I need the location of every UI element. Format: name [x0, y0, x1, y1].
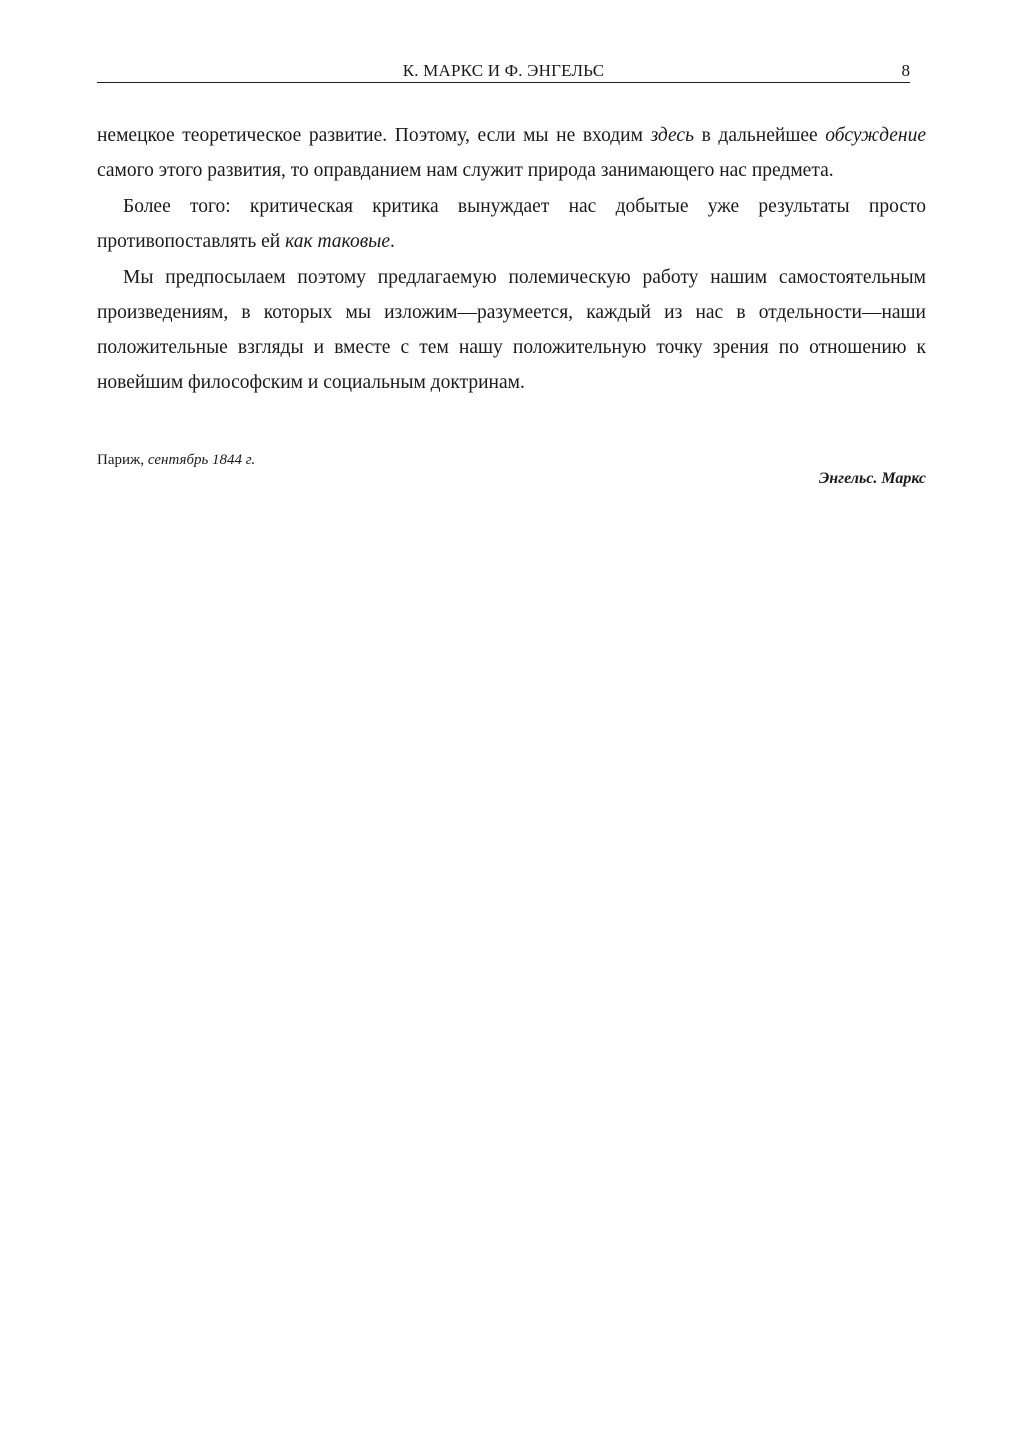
dateline-place: Париж, — [97, 452, 148, 468]
text-run: немецкое теоретическое развитие. Поэтому, если мы не входим — [97, 125, 651, 146]
text-run: Мы предпосылаем поэтому предлагаемую полемическую работу нашим самостоятельным произведениям, в которых мы изложим—разумеется, каждый из нас в отдельности—наши положительные взгляды и вместе с тем нашу положительную точку зрения по отношению к новейшим философским и социальным доктринам. — [97, 267, 926, 393]
running-header — [97, 60, 910, 83]
text-run: Более того: критическая критика вынуждает нас добытые уже результаты просто противопоставлять ей — [97, 196, 926, 252]
text-run: самого этого развития, то оправданием нам служит природа занимающего нас предмета. — [97, 160, 834, 181]
text-run: . — [390, 231, 395, 252]
dateline — [97, 452, 255, 469]
paragraph-1 — [97, 118, 926, 188]
dateline-date: сентябрь 1844 г. — [147, 452, 256, 468]
emphasis-run: как таковые — [285, 231, 391, 252]
emphasis-run: здесь — [650, 125, 694, 146]
emphasis-run: обсуждение — [825, 125, 926, 146]
page-number: 8 — [901, 61, 910, 80]
text-run: в дальнейшее — [693, 125, 826, 146]
body-text — [97, 118, 926, 400]
running-title: К. МАРКС И Ф. ЭНГЕЛЬС — [402, 61, 605, 80]
signature: Энгельс. Маркс — [818, 470, 926, 487]
paragraph-3 — [97, 260, 926, 400]
paragraph-2 — [97, 189, 926, 259]
